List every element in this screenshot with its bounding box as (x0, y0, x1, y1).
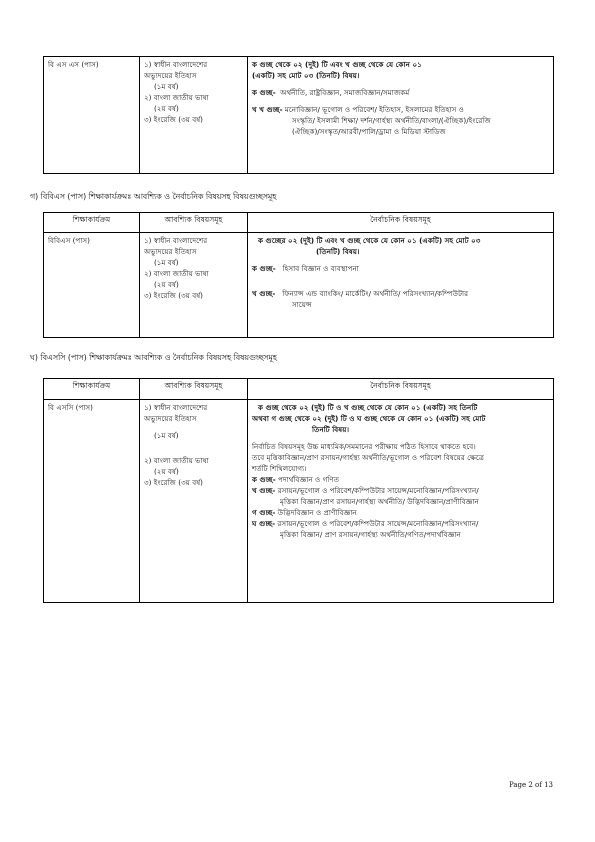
column-header: নৈর্বাচনিক বিষয়সমূহ (248, 213, 554, 233)
table-row (44, 400, 554, 603)
table-row (44, 57, 554, 174)
elective-cell: ক গুচ্ছ থেকে ০২ (দুই) টি ও খ গুচ্ছ থেকে যে কোন ০১ (একটি) সহ তিনটি অথবা গ গুচ্ছ থেকে ০২ (দুই) টি ও ঘ গুচ্ছ থেকে যে কোন ০১ (একটি) সহ মোট তিনটি বিষয়। নির্বাচিত বিষয়সমূহ উচ্চ মাধ্যমিক/সমমানের পরীক্ষায় পঠিত হিসাবে থাকতে হবে। তবে মৃত্তিকাবিজ্ঞান/প্রাণ রসায়ন/গার্হস্থ্য অর্থনীতি/ভূগোল ও পরিবেশ বিষয়ের ক্ষেত্রে শর্তটি শিথিলযোগ্য। ক গুচ্ছ- পদার্থবিজ্ঞান ও গণিত খ গুচ্ছ- রসায়ন/ভূগোল ও পরিবেশ/কম্পিউটার সায়েন্স/মনোবিজ্ঞান/পরিসংখ্যান/ মৃত্তিকা বিজ্ঞান/প্রাণ রসায়ন/গার্হস্থ্য অর্থনীতি/ উদ্ভিদবিজ্ঞান/প্রাণীবিজ্ঞান গ গুচ্ছ- উদ্ভিদবিজ্ঞান ও প্রাণীবিজ্ঞান ঘ গুচ্ছ- রসায়ন/ভূগোল ও পরিবেশ/কম্পিউটার সায়েন্স/মনোবিজ্ঞান/পরিসংখ্যান/ মৃত্তিকা বিজ্ঞান/ প্রাণ রসায়ন/গার্হস্থ্য অর্থনীতি/গণিত/পদার্থবিজ্ঞান (248, 400, 554, 603)
program-cell: বিবিএস (পাস) (44, 232, 140, 337)
table-row (44, 232, 554, 337)
column-header: আবশ্যিক বিষয়সমূহ (140, 379, 248, 400)
bsc-table (43, 378, 554, 603)
column-header: শিক্ষাকার্যক্রম (44, 213, 140, 233)
compulsory-cell: ১) স্বাধীন বাংলাদেশের অভ্যুদয়ের ইতিহাস (১ম বর্ষ) ২) বাংলা জাতীয় ভাষা (২য় বর্ষ) ৩) ইংরেজি (৩য় বর্ষ) (140, 232, 248, 337)
table-header-row (44, 213, 554, 233)
column-header: আবশ্যিক বিষয়সমূহ (140, 213, 248, 233)
table-header-row (44, 379, 554, 400)
page-number: Page 2 of 13 (508, 781, 553, 789)
program-cell: বি এস এস (পাস) (44, 57, 140, 174)
compulsory-cell: ১) স্বাধীন বাংলাদেশের অভ্যুদয়ের ইতিহাস (১ম বর্ষ) ২) বাংলা জাতীয় ভাষা (২য় বর্ষ) ৩) ইংরেজি (৩য় বর্ষ) (140, 57, 248, 174)
column-header: শিক্ষাকার্যক্রম (44, 379, 140, 400)
elective-cell: ক গুচ্ছের ০২ (দুই) টি এবং খ গুচ্ছ থেকে যে কোন ০১ (একটি) সহ মোট ০৩ (তিনটি) বিষয়। ক গুচ্ছ- হিসাব বিজ্ঞান ও ব্যবস্থাপনা খ গুচ্ছ- ফিন্যান্স এন্ড ব্যাংকিং/ মার্কেটিং/ অর্থনীতি/ পরিসংখ্যান/কম্পিউটার সায়েন্স (248, 232, 554, 337)
program-cell: বি এসসি (পাস) (44, 400, 140, 603)
section-heading-bsc: ঘ) বিএসসি (পাস) শিক্ষাকার্যক্রমঃ আবশ্যিক ও নৈর্বাচনিক বিষয়সহ বিষয়গুচ্ছসমূহ (30, 353, 277, 362)
elective-cell: ক গুচ্ছ থেকে ০২ (দুই) টি এবং খ গুচ্ছ থেকে যে কোন ০১ (একটি) সহ মোট ০৩ (তিনটি) বিষয়। ক গুচ্ছ- অর্থনীতি, রাষ্ট্রবিজ্ঞান, সমাজবিজ্ঞান/সমাজকর্ম খ খ গুচ্ছ- মনোবিজ্ঞান/ ভূগোল ও পরিবেশ/ ইতিহাস, ইসলামের ইতিহাস ও সংস্কৃতি/ ইসলামী শিক্ষা/ দর্শন/গার্হস্থ্য অর্থনীতি/বাংলা/(ঐচ্ছিক)/ইংরেজি (ঐচ্ছিক)/সংস্কৃত/আরবী/পালি/ড্রামা ও মিডিয়া স্টাডিজ (248, 57, 554, 174)
bbs-table (43, 212, 554, 338)
section-heading-bbs: গ) বিবিএস (পাস) শিক্ষাকার্যক্রমঃ আবশ্যিক ও নৈর্বাচনিক বিষয়সহ বিষয়গুচ্ছসমূহ (30, 192, 277, 201)
bss-table (43, 56, 554, 174)
compulsory-cell: ১) স্বাধীন বাংলাদেশের অভ্যুদয়ের ইতিহাস (১ম বর্ষ) ২) বাংলা জাতীয় ভাষা (২য় বর্ষ) ৩) ইংরেজি (৩য় বর্ষ) (140, 400, 248, 603)
column-header: নৈর্বাচনিক বিষয়সমূহ (248, 379, 554, 400)
